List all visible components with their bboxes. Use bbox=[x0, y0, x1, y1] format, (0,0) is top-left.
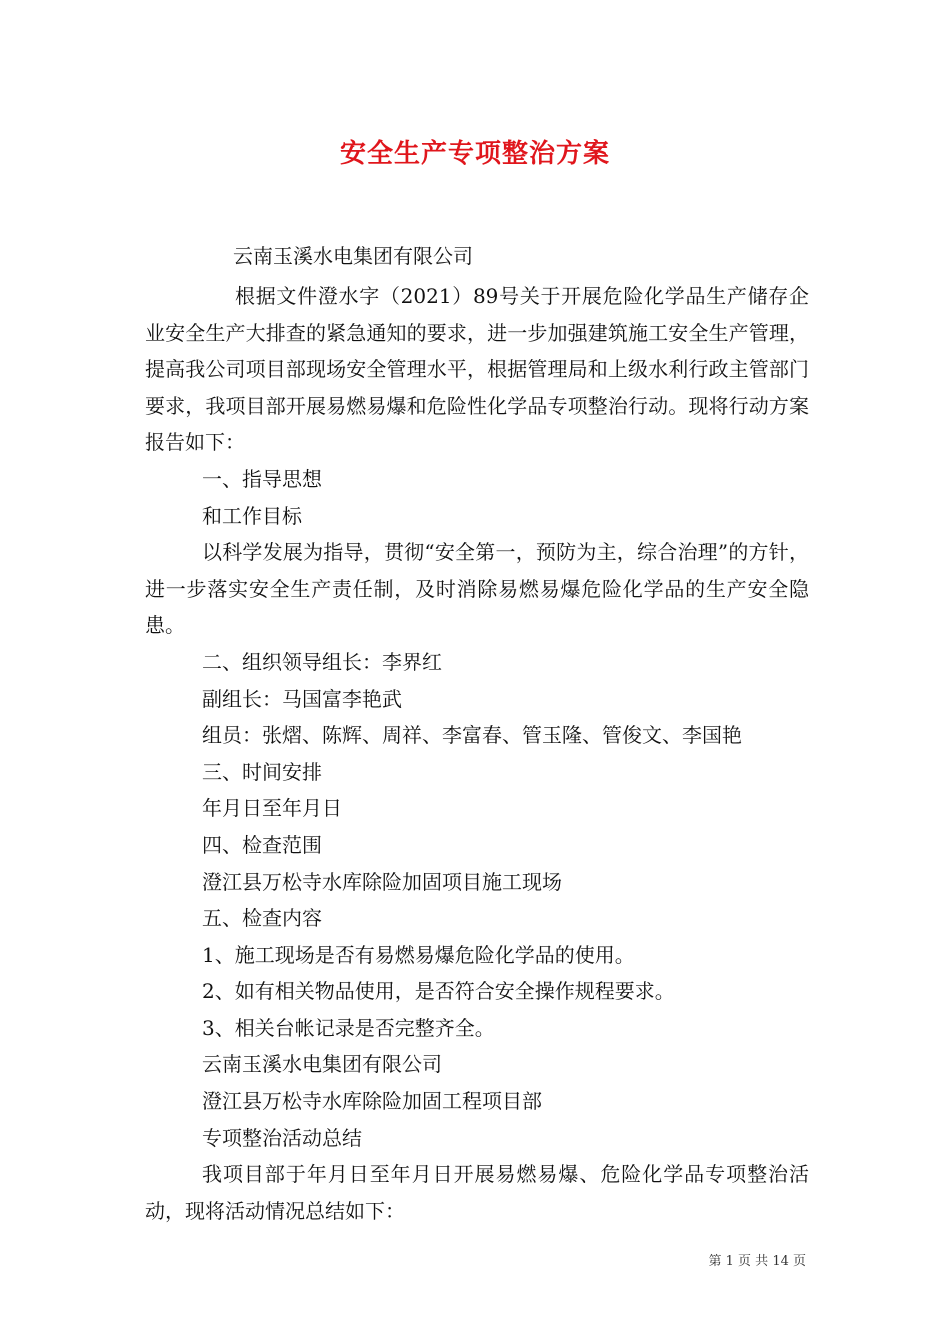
heading-content: 五、检查内容 bbox=[202, 906, 322, 931]
heading-work-goals: 和工作目标 bbox=[202, 503, 302, 528]
heading-leadership: 二、组织领导组长：李界红 bbox=[202, 649, 442, 674]
heading-schedule: 三、时间安排 bbox=[202, 759, 322, 784]
company-name: 云南玉溪水电集团有限公司 bbox=[233, 244, 473, 268]
schedule-dates: 年月日至年月日 bbox=[202, 796, 342, 821]
paragraph-summary: 我项目部于年月日至年月日开展易燃易爆、危险化学品专项整治活动，现将活动情况总结如下： bbox=[145, 1162, 809, 1223]
scope-site: 澄江县万松寺水库除险加固项目施工现场 bbox=[202, 869, 562, 894]
document-body bbox=[145, 278, 809, 1229]
heading-summary: 专项整治活动总结 bbox=[202, 1125, 362, 1150]
signature-project-dept: 澄江县万松寺水库除险加固工程项目部 bbox=[202, 1089, 542, 1114]
content-item-1: 1、施工现场是否有易燃易爆危险化学品的使用。 bbox=[202, 942, 635, 967]
paragraph-guidance: 以科学发展为指导，贯彻“安全第一，预防为主，综合治理”的方针，进一步落实安全生产责任制，及时消除易燃易爆危险化学品的生产安全隐患。 bbox=[145, 540, 809, 638]
content-item-2: 2、如有相关物品使用，是否符合安全操作规程要求。 bbox=[202, 979, 675, 1004]
document-title: 安全生产专项整治方案 bbox=[339, 139, 610, 169]
signature-company: 云南玉溪水电集团有限公司 bbox=[202, 1052, 442, 1077]
deputy-leaders: 副组长：马国富李艳武 bbox=[202, 686, 402, 711]
heading-scope: 四、检查范围 bbox=[202, 832, 322, 857]
members: 组员：张熠、陈辉、周祥、李富春、管玉隆、管俊文、李国艳 bbox=[202, 723, 742, 748]
heading-guiding-thought: 一、指导思想 bbox=[202, 466, 322, 491]
content-item-3: 3、相关台帐记录是否完整齐全。 bbox=[202, 1015, 495, 1040]
page-number: 第 1 页 共 14 页 bbox=[708, 1254, 806, 1269]
paragraph-intro: 根据文件澄水字（2021）89号关于开展危险化学品生产储存企业安全生产大排查的紧急通知的要求，进一步加强建筑施工安全生产管理，提高我公司项目部现场安全管理水平，根据管理局和上级水利行政主管部门要求，我项目部开展易燃易爆和危险性化学品专项整治行动。现将行动方案报告如下： bbox=[145, 284, 809, 455]
